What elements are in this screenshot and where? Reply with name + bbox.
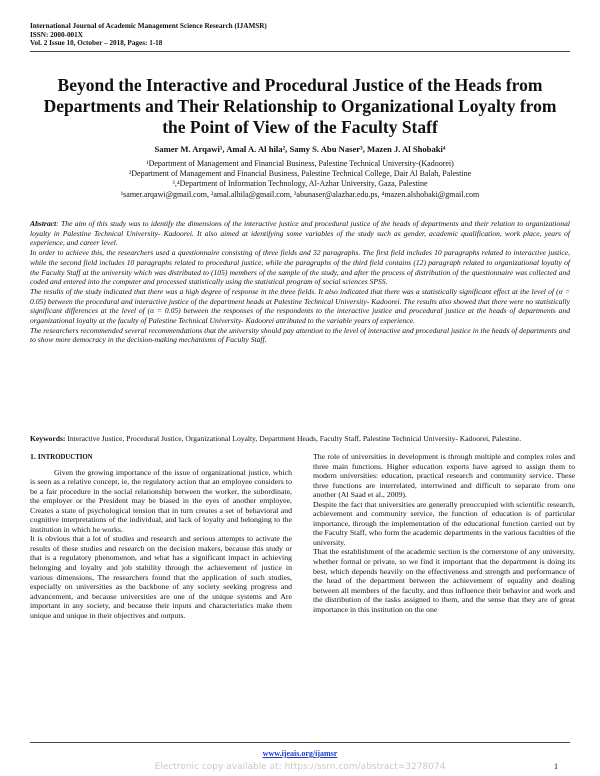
intro-paragraph-1: Given the growing importance of the issue of organizational justice, which is seen as a relative concept, ie, the regulatory action that an employee considers to be a fair procedure in the social relationship between the worker, the subordinate, the employer or the President may be biased in the eyes of another employee, Creates a state of psychological tension that in turn creates a set of behavioral and cognitive interpretations of the individual, and lack of loyalty and belonging to the institution in which he works.	[30, 467, 292, 534]
author-list: Samer M. Arqawi¹, Amal A. Al hila², Samy S. Abu Naser³, Mazen J. Al Shobaki⁴	[154, 144, 446, 154]
footer-divider	[30, 742, 570, 743]
abstract-paragraph-1: : The aim of this study was to identify the dimensions of the interactive justice and procedural justice of the heads of departments and their relation to organizational loyalty in Palestine Technical University- Kadoorei. It also aimed at identifying some variables of the study such as gender, academic qualification, work place, years of experience, and career level.	[30, 219, 570, 248]
abstract-paragraph-2: In order to achieve this, the researchers used a questionnaire consisting of three fields and 32 paragraphs. The first field includes 10 paragraphs related to interactive justice, while the second field includes 10 paragraphs related to procedural justice, while the paragraphs of the third field contains (12) paragraph related to organizational loyalty of the Faculty Staff at the university which was distributed to (105) members of the sample of the study, and after the process of distribution of the questionnaire was collected and coded and entered into the computer and processed statistically using the statistical program of social sciences SPSS.	[30, 248, 570, 287]
intro-paragraph-5: That the establishment of the academic section is the cornerstone of any university, whether formal or private, so we find it important that the department is doing its best, which depends heavily on the effectiveness and strength and performance of the head of the department between the achievement of equality and dealing between all members of the faculty, and thus influence their behavior and work and the distribution of the tasks assigned to them, and the sense that they are of great importance in this institution on the one	[313, 547, 575, 614]
intro-paragraph-3: The role of universities in development is through multiple and complex roles and three main functions. Higher education experts have agreed to assign them to modern universities: education, practical research and community service. These three functions are interrelated, intertwined and difficult to separate from one another (Al Saad et al., 2009).	[313, 452, 575, 500]
journal-header	[30, 22, 267, 48]
intro-paragraph-2: It is obvious that a lot of studies and research and serious attempts to activate the results of these studies and research on the decision makers, because this study or that is a regulatory phenomenon, and what has a significant impact in achieving belonging and loyalty and job stability through the achievement of justice in various dimensions, The researchers found that the application of such studies, especially on universities as the backbone of any society seeking progress and advancement, and because universities are one of the unique systems and Are important in any society, and because their inputs and characteristics make them unique and unique in their objectives and outputs.	[30, 534, 292, 620]
abstract-paragraph-3: The results of the study indicated that there was a high degree of response in the three fields. It also indicated that there was a statistically significant effect at the level of (α = 0.05) between the procedural and interactive justice of the department heads at Palestine Technical University- Kadoorei. The results also showed that there were no statistically significant differences at the level of (α = 0.05) between the responses of the respondents to the interactive justice and procedural justice at the heads of departments and organizational loyalty at the faculty of Palestine Technical University- Kadoorei attributed to the variable years of experience.	[30, 286, 570, 326]
paper-title: Beyond the Interactive and Procedural Justice of the Heads from Departments and Their Relationship to Organizational Loyalty from the Point of View of the Faculty Staff	[43, 75, 557, 137]
page-number: 1	[554, 762, 558, 771]
section-heading-introduction: 1. INTRODUCTION	[30, 452, 93, 461]
abstract	[30, 219, 570, 345]
journal-volume: Vol. 2 Issue 10, October – 2018, Pages: 1-18	[30, 39, 163, 48]
abstract-paragraph-4: The researchers recommended several recommendations that the university should pay attention to the level of interactive and procedural justice in the heads of departments and to show more democracy in the decision-making mechanisms of Faculty Staff.	[30, 325, 570, 345]
keywords	[30, 434, 570, 444]
header-divider	[30, 51, 570, 52]
journal-name: International Journal of Academic Management Science Research (IJAMSR)	[30, 22, 267, 30]
ssrn-watermark: Electronic copy available at: https://ssrn.com/abstract=3278074	[154, 762, 446, 772]
journal-website-link[interactable]: www.ijeais.org/ijamsr	[262, 749, 338, 758]
keywords-label: Keywords:	[30, 434, 66, 443]
keywords-text: Interactive Justice, Procedural Justice, Organizational Loyalty, Department Heads, Faculty Staff, Palestine Technical University- Kadoorei, Palestine.	[65, 434, 522, 443]
intro-paragraph-4: Despite the fact that universities are generally preoccupied with scientific research, achievement and community service, the function of education is of particular importance, through the implementation of the educational function carried out by the Faculty Staff, who form the academic departments in the various faculties of the university.	[313, 499, 575, 547]
left-column	[30, 452, 292, 620]
journal-issn: ISSN: 2000-001X	[30, 30, 83, 39]
affiliations	[30, 159, 570, 200]
affiliation-1: ¹Department of Management and Financial Business, Palestine Technical University-(Kadoorei)	[146, 159, 454, 168]
author-emails: ¹samer.arqawi@gmail.com, ²amal.alhila@gmail.com, ³abunaser@alazhar.edu.ps, ⁴mazen.alshobaki@gmail.com	[120, 189, 480, 199]
right-column	[313, 452, 575, 614]
abstract-label: Abstract	[30, 219, 57, 228]
affiliation-3: ³,⁴Department of Information Technology, Al-Azhar University, Gaza, Palestine	[172, 179, 428, 189]
affiliation-2: ²Department of Management and Financial Business, Palestine Technical College, Dair Al Balah, Palestine	[128, 169, 472, 179]
